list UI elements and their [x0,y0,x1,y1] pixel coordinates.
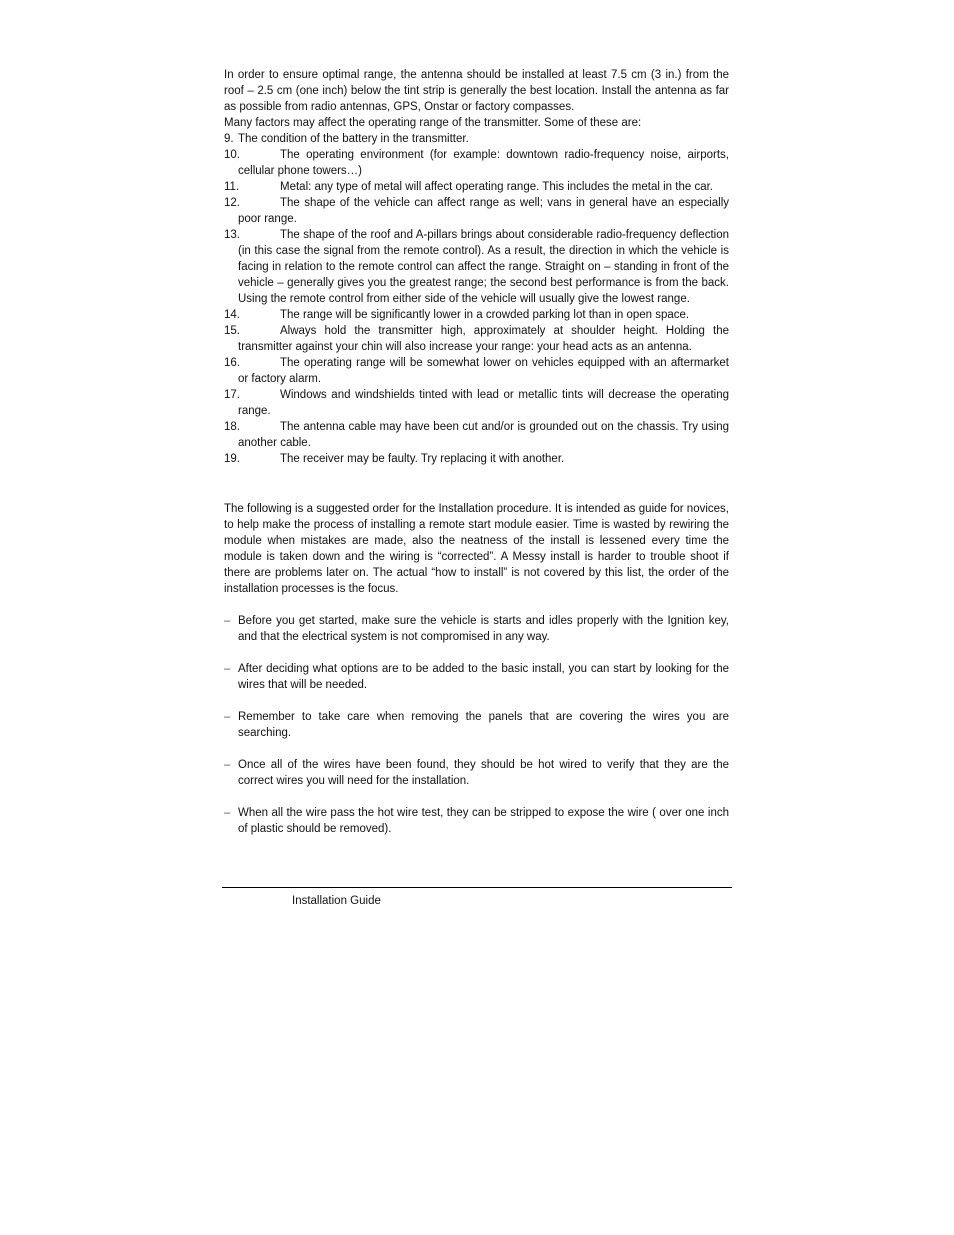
list-item-text: Remember to take care when removing the panels that are covering the wires you are searching. [238,711,729,739]
section-spacer [224,467,729,501]
list-item-text: The shape of the roof and A-pillars brings about considerable radio-frequency deflection (in this case the signal from the remote control). As a result, the direction in which the vehicle is facing in relation to the remote control can affect the range. Straight on – standing in front of the vehicle – generally gives you the greatest range; the second best performance is from the back. Using the remote control from either side of the vehicle will usually give the lowest range. [238,229,729,305]
list-item [224,709,729,741]
list-item-number: 17. [224,389,240,401]
list-item [224,419,729,451]
list-item-text: Windows and windshields tinted with lead or metallic tints will decrease the operating range. [238,389,729,417]
list-item-text: Before you get started, make sure the vehicle is starts and idles properly with the Ignition key, and that the electrical system is not compromised in any way. [238,615,729,643]
list-item-number: 19. [224,453,240,465]
list-item-number: 11. [224,181,240,193]
list-item [224,387,729,419]
range-factors-list [224,131,729,467]
list-item [224,227,729,307]
list-item-text: The condition of the battery in the transmitter. [238,133,469,145]
dash-bullet-icon: – [224,759,231,771]
intro-paragraph-factors: Many factors may affect the operating range of the transmitter. Some of these are: [224,117,642,129]
list-item-number: 12. [224,197,240,209]
list-item-text: The shape of the vehicle can affect range as well; vans in general have an especially poor range. [238,197,729,225]
list-item-number: 15. [224,325,240,337]
list-item-text: The antenna cable may have been cut and/or is grounded out on the chassis. Try using another cable. [238,421,729,449]
list-item-text: Once all of the wires have been found, they should be hot wired to verify that they are the correct wires you will need for the installation. [238,759,729,787]
intro-paragraph-antenna: In order to ensure optimal range, the antenna should be installed at least 7.5 cm (3 in.) from the roof – 2.5 cm (one inch) below the tint strip is generally the best location. Install the antenna as far as possible from radio antennas, GPS, Onstar or factory compasses. [224,69,729,113]
list-item [224,805,729,837]
list-item-number: 10. [224,149,240,161]
list-item [224,131,729,147]
list-item-text: The receiver may be faulty. Try replacing it with another. [280,453,565,465]
list-item [224,355,729,387]
dash-bullet-icon: – [224,807,231,819]
dash-bullet-icon: – [224,663,231,675]
list-item-number: 16. [224,357,240,369]
list-item-number: 14. [224,309,240,321]
list-item-number: 13. [224,229,240,241]
list-item-text: The range will be significantly lower in a crowded parking lot than in open space. [280,309,690,321]
list-item [224,195,729,227]
list-item-text: After deciding what options are to be added to the basic install, you can start by looking for the wires that will be needed. [238,663,729,691]
procedure-intro-paragraph: The following is a suggested order for the Installation procedure. It is intended as guide for novices, to help make the process of installing a remote start module easier. Time is wasted by rewiring the module when mistakes are made, also the neatness of the install is lessened every time the module is taken down and the wiring is “corrected”. A Messy install is harder to trouble shoot if there are problems later on. The actual “how to install” is not covered by this list, the order of the installation processes is the focus. [224,503,729,595]
list-item [224,147,729,179]
dash-bullet-icon: – [224,615,231,627]
list-item-text: Metal: any type of metal will affect operating range. This includes the metal in the car. [280,181,713,193]
document-body [224,67,729,853]
dash-bullet-icon: – [224,711,231,723]
list-item [224,613,729,645]
list-item [224,179,729,195]
list-item-text: Always hold the transmitter high, approximately at shoulder height. Holding the transmitter against your chin will also increase your range: your head acts as an antenna. [238,325,729,353]
procedure-steps-list [224,613,729,837]
list-item-number: 18. [224,421,240,433]
list-item [224,661,729,693]
list-item-number: 9. [224,133,234,145]
footer-label: Installation Guide [292,895,381,907]
list-item-text: When all the wire pass the hot wire test, they can be stripped to expose the wire ( over one inch of plastic should be removed). [238,807,729,835]
list-item [224,757,729,789]
list-item [224,307,729,323]
list-item [224,323,729,355]
footer-divider [222,887,732,888]
list-item-text: The operating environment (for example: downtown radio-frequency noise, airports, cellular phone towers…) [238,149,729,177]
list-item [224,451,729,467]
list-item-text: The operating range will be somewhat lower on vehicles equipped with an aftermarket or factory alarm. [238,357,729,385]
